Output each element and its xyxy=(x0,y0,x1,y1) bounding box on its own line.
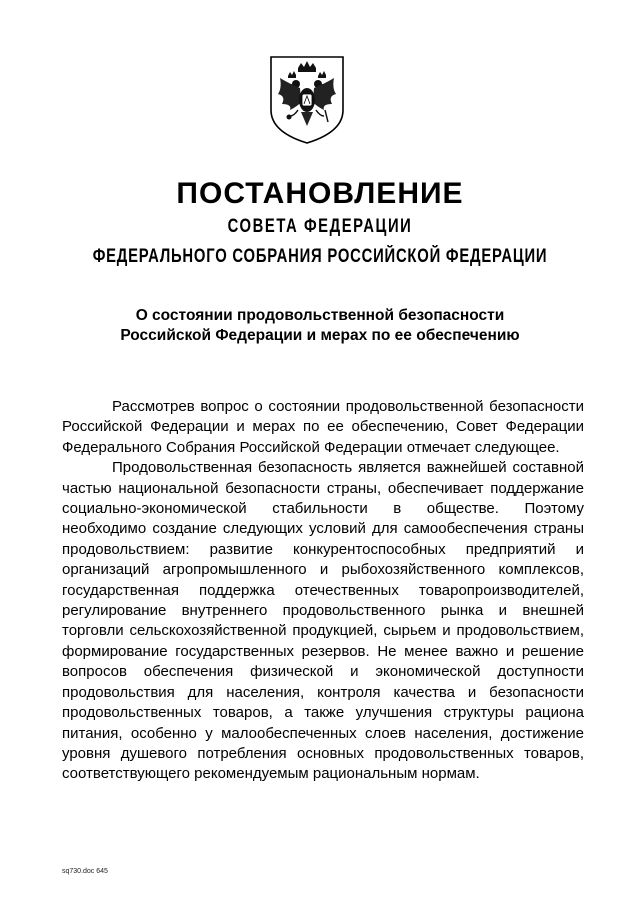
paragraph-2: Продовольственная безопасность является важнейшей составной частью национальной безопасности страны, обеспечивает поддержание социально-экономической стабильности в обществе. Поэтому необходимо создание следующих условий для самообеспечения страны продовольствием: развитие конкурентоспособных предприятий и организаций агропромышленного и рыбохозяйственного комплексов, государственная поддержка отечественных товаропроизводителей, регулирование внутреннего продовольственного рынка и внешней торговли сельскохозяйственной продукцией, сырьем и продовольствием, формирование государственных резервов. Не менее важно и решение вопросов обеспечения физической и экономической доступности продовольствия для населения, контроля качества и безопасности продовольственных товаров, а также улучшения структуры рациона питания, особенно у малообеспеченных слоев населения, достижение уровня душевого потребления основных продовольственных товаров, соответствующего рекомендуемым рациональным нормам. xyxy=(62,459,584,783)
paragraph-1: Рассмотрев вопрос о состоянии продовольственной безопасности Российской Федерации и мерах по ее обеспечению, Совет Федерации Федерального Собрания Российской Федерации отмечает следующее. xyxy=(62,398,584,456)
document-heading xyxy=(0,306,640,346)
document-body xyxy=(62,397,584,785)
document-title: ПОСТАНОВЛЕНИЕ xyxy=(176,177,464,210)
heading-line-2: Российской Федерации и мерах по ее обеспечению xyxy=(120,327,520,344)
file-reference: sq730.doc 645 xyxy=(62,868,108,875)
issuer-line-1: СОВЕТА ФЕДЕРАЦИИ xyxy=(227,216,413,237)
heading-line-1: О состоянии продовольственной безопасности xyxy=(135,307,505,324)
coat-of-arms-icon xyxy=(268,54,346,146)
issuer-line-2: ФЕДЕРАЛЬНОГО СОБРАНИЯ РОССИЙСКОЙ ФЕДЕРАЦИИ xyxy=(92,246,548,267)
